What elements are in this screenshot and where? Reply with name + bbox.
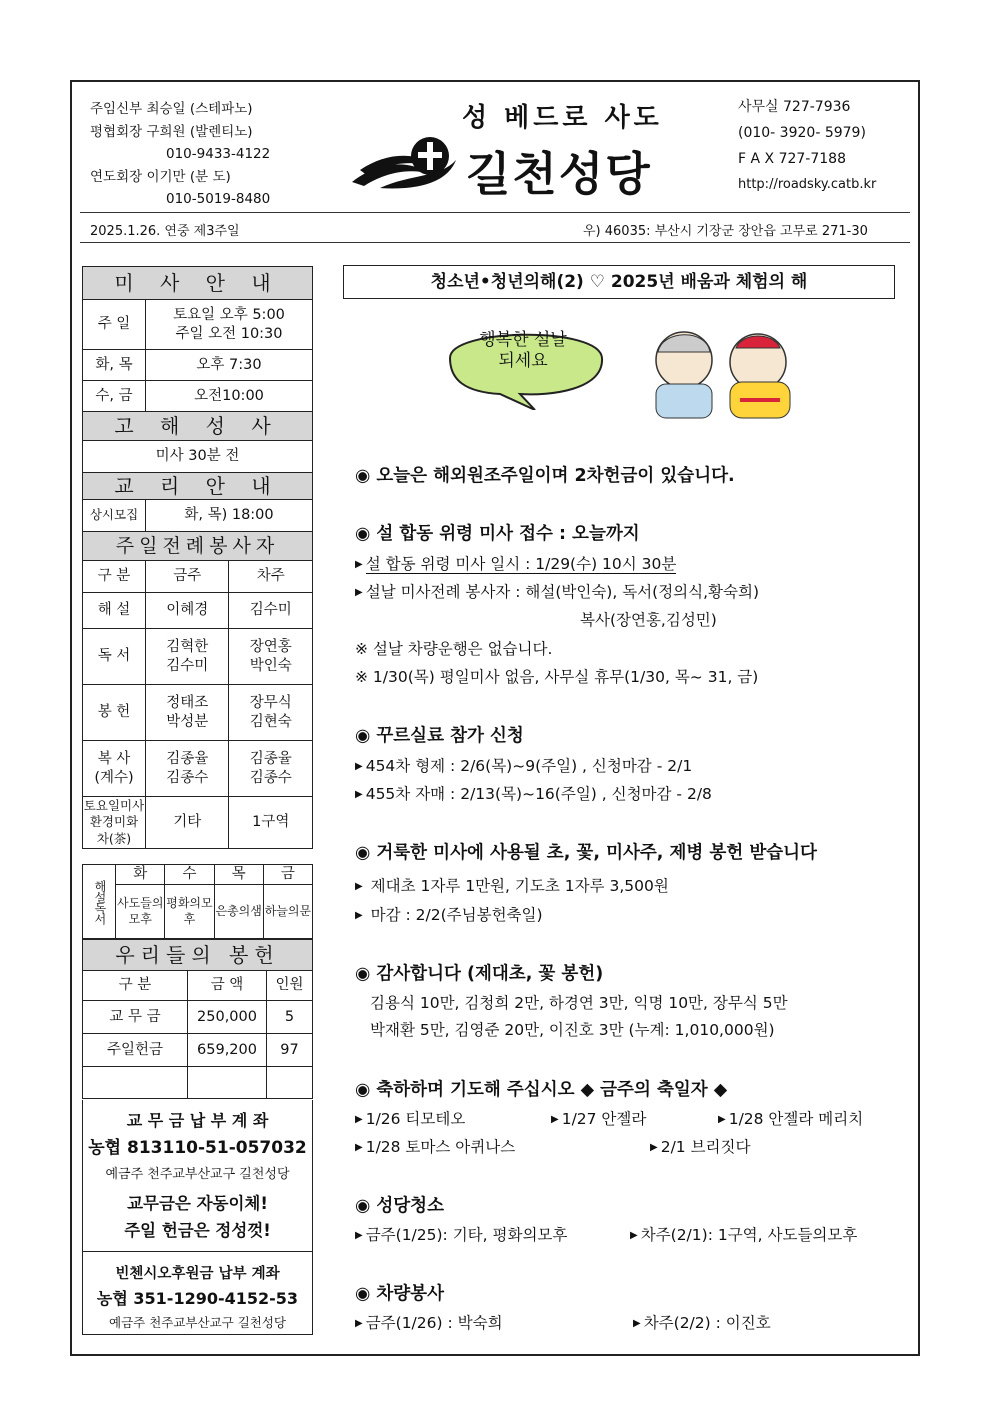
mass-day: 주 일 xyxy=(83,300,146,350)
offering-count: 97 xyxy=(267,1034,313,1067)
theme-banner: 청소년•청년의해(2) ♡ 2025년 배움과 체험의 해 xyxy=(343,265,895,299)
bank-note: 주일 헌금은 정성껏! xyxy=(124,1221,271,1240)
mass-time: 오전10:00 xyxy=(146,381,313,412)
sidebar-table xyxy=(82,266,313,849)
divider xyxy=(80,212,910,213)
notice-item-text: 454차 형제 : 2/6(목)~9(주일) , 신청마감 - 2/1 xyxy=(365,757,693,775)
offering-empty xyxy=(188,1067,267,1099)
parish-title: 길천성당 xyxy=(466,147,652,201)
office-mobile: (010- 3920- 5979) xyxy=(738,125,866,141)
notice-item: ▶ 설날 미사전례 봉사자 : 해설(박인숙), 독서(정의식,황숙희) xyxy=(355,583,760,601)
mass-day: 수, 금 xyxy=(83,381,146,412)
feast-item: ▶ 2/1 브리짓다 xyxy=(650,1138,751,1156)
feast-text: 2/1 브리짓다 xyxy=(660,1138,751,1156)
server-next: 김종율 김종수 xyxy=(229,741,313,797)
servers-header: 금주 xyxy=(146,561,229,593)
office-phone: 사무실 727-7936 xyxy=(738,99,851,115)
notice-note: ※ 설날 차량운행은 없습니다. xyxy=(355,640,553,658)
issue-date: 2025.1.26. 연중 제3주일 xyxy=(90,224,240,239)
server-next: 장연홍 박인숙 xyxy=(229,629,313,685)
server-this: 이혜경 xyxy=(146,593,229,629)
weekday-label: 해설독서 xyxy=(83,865,116,939)
header-office xyxy=(738,94,876,198)
notice-heading: ◉ 차량봉사 xyxy=(355,1284,444,1304)
notice-item: 복사(장연홍,김성민) xyxy=(580,611,717,629)
notice-item-text: 설날 미사전례 봉사자 : 해설(박인숙), 독서(정의식,황숙희) xyxy=(365,583,760,601)
bowing-children-icon xyxy=(632,322,810,422)
notice-heading: ◉ 설 합동 위령 미사 접수 : 오늘까지 xyxy=(355,524,640,544)
notice-item: ▶ 454차 형제 : 2/6(목)~9(주일) , 신청마감 - 2/1 xyxy=(355,757,693,775)
notice-heading: ◉ 성당청소 xyxy=(355,1196,444,1216)
header-contacts xyxy=(90,98,270,211)
mass-time-line: 토요일 오후 5:00 xyxy=(173,306,285,323)
notice-note: ※ 1/30(목) 평일미사 없음, 사무실 휴무(1/30, 목~ 31, 금) xyxy=(355,668,759,686)
bank-holder: 예금주 천주교부산교구 길천성당 xyxy=(105,1167,290,1182)
notice-item: ▶ 455차 자매 : 2/13(목)~16(주일) , 신청마감 - 2/8 xyxy=(355,785,712,803)
feast-text: 1/26 티모테오 xyxy=(365,1110,466,1128)
notice-item-text: 설 합동 위령 미사 일시 : 1/29(수) 10시 30분 xyxy=(365,555,677,573)
offering-title: 우리들의 봉헌 xyxy=(83,940,313,971)
feast-text: 1/27 안젤라 xyxy=(561,1110,647,1128)
bank2-holder: 예금주 천주교부산교구 길천성당 xyxy=(109,1315,286,1330)
offering-empty xyxy=(267,1067,313,1099)
mass-time xyxy=(146,300,313,350)
weekday-group: 하늘의문 xyxy=(263,885,312,939)
offering-name: 주일헌금 xyxy=(83,1034,188,1067)
server-next: 장무식 김현숙 xyxy=(229,685,313,741)
weekday-group: 사도들의모후 xyxy=(116,885,165,939)
feast-item: ▶ 1/26 티모테오 xyxy=(355,1110,466,1128)
cleaning-item: ▶ 금주(1/25): 기타, 평화의모후 xyxy=(355,1226,568,1244)
notice-item: ▶ 설 합동 위령 미사 일시 : 1/29(수) 10시 30분 xyxy=(355,555,677,573)
offering-name: 교 무 금 xyxy=(83,1001,188,1034)
bubble-text: 행복한 설날 되세요 xyxy=(479,330,567,371)
servers-header: 구 분 xyxy=(83,561,146,593)
cleaning-text: 차주(2/1): 1구역, 사도들의모후 xyxy=(640,1226,858,1244)
mass-time: 오후 7:30 xyxy=(146,350,313,381)
website-link[interactable]: http://roadsky.catb.kr xyxy=(738,177,877,192)
confession-title: 고 해 성 사 xyxy=(83,412,313,441)
donor-line: 김용식 10만, 김청희 2만, 하경연 3만, 익명 10만, 장무식 5만 xyxy=(370,994,788,1012)
bank-title: 교 무 금 납 부 계 좌 xyxy=(126,1111,269,1130)
mass-day: 화, 목 xyxy=(83,350,146,381)
header-line: 주임신부 최승일 (스테파노) xyxy=(90,101,253,117)
bank-note: 교무금은 자동이체! xyxy=(127,1194,268,1213)
catechism-title: 교 리 안 내 xyxy=(83,473,313,500)
feast-text: 1/28 토마스 아퀴나스 xyxy=(365,1138,516,1156)
parish-logo-icon xyxy=(350,130,460,192)
offering-empty xyxy=(83,1067,188,1099)
offering-count: 5 xyxy=(267,1001,313,1034)
cleaning-text: 금주(1/25): 기타, 평화의모후 xyxy=(365,1226,568,1244)
parish-subtitle: 성 베드로 사도 xyxy=(462,103,663,133)
weekday: 화 xyxy=(116,865,165,885)
server-this: 기타 xyxy=(146,797,229,849)
bank2-account: 농협 351-1290-4152-53 xyxy=(96,1289,299,1308)
server-role: 해 설 xyxy=(83,593,146,629)
notice-heading: ◉ 축하하며 기도해 주십시오 ◆ 금주의 축일자 ◆ xyxy=(355,1080,728,1100)
bank-box xyxy=(82,1100,313,1335)
server-role: 토요일미사 환경미화 차(茶) xyxy=(83,797,146,849)
driver-text: 금주(1/26) : 박숙희 xyxy=(365,1314,503,1332)
weekday: 수 xyxy=(165,865,214,885)
header-line: 010-5019-8480 xyxy=(166,191,271,207)
notice-item: ▶ 마감 : 2/2(주님봉헌축일) xyxy=(355,906,543,924)
address: 우) 46035: 부산시 기장군 장안읍 고무로 271-30 xyxy=(583,224,868,239)
notice-item-text: 455차 자매 : 2/13(목)~16(주일) , 신청마감 - 2/8 xyxy=(365,785,712,803)
driver-item: ▶ 차주(2/2) : 이진호 xyxy=(633,1314,771,1332)
donor-line: 박재환 5만, 김영준 20만, 이진호 3만 (누계: 1,010,000원) xyxy=(370,1021,775,1039)
server-this: 김종율 김종수 xyxy=(146,741,229,797)
weekday-grid xyxy=(82,864,313,939)
catechism-label: 상시모집 xyxy=(83,500,146,532)
weekday: 목 xyxy=(214,865,263,885)
servers-header: 차주 xyxy=(229,561,313,593)
server-role: 독 서 xyxy=(83,629,146,685)
mass-time-line: 주일 오전 10:30 xyxy=(175,325,283,342)
notice-heading: ◉ 거룩한 미사에 사용될 초, 꽃, 미사주, 제병 봉헌 받습니다 xyxy=(355,843,817,863)
feast-item: ▶ 1/27 안젤라 xyxy=(551,1110,647,1128)
driver-text: 차주(2/2) : 이진호 xyxy=(643,1314,771,1332)
catechism-value: 화, 목) 18:00 xyxy=(146,500,313,532)
notice-heading: ◉ 오늘은 해외원조주일이며 2차헌금이 있습니다. xyxy=(355,466,735,486)
driver-item: ▶ 금주(1/26) : 박숙희 xyxy=(355,1314,503,1332)
notice-item-text: 마감 : 2/2(주님봉헌축일) xyxy=(365,906,543,924)
servers-title: 주일전례봉사자 xyxy=(83,532,313,561)
notice-heading: ◉ 감사합니다 (제대초, 꽃 봉헌) xyxy=(355,964,604,984)
server-next: 김수미 xyxy=(229,593,313,629)
header-line: 연도회장 이기만 (분 도) xyxy=(90,168,231,185)
office-fax: F A X 727-7188 xyxy=(738,151,846,167)
server-this: 정태조 박성분 xyxy=(146,685,229,741)
confession-text: 미사 30분 전 xyxy=(83,441,313,473)
weekday-group: 평화의모후 xyxy=(165,885,214,939)
bank2-title: 빈첸시오후원금 납부 계좌 xyxy=(115,1266,280,1282)
feast-item: ▶ 1/28 토마스 아퀴나스 xyxy=(355,1138,516,1156)
notice-heading: ◉ 꾸르실료 참가 신청 xyxy=(355,726,524,746)
cleaning-item: ▶ 차주(2/1): 1구역, 사도들의모후 xyxy=(630,1226,858,1244)
offering-amount: 250,000 xyxy=(188,1001,267,1034)
feast-text: 1/28 안젤라 메리치 xyxy=(728,1110,864,1128)
header-line: 010-9433-4122 xyxy=(166,146,271,162)
offering-amount: 659,200 xyxy=(188,1034,267,1067)
offering-header: 구 분 xyxy=(83,971,188,1001)
bank-account: 농협 813110-51-057032 xyxy=(88,1138,307,1158)
server-next: 1구역 xyxy=(229,797,313,849)
header-line: 평협회장 구희원 (발렌티노) xyxy=(90,123,253,140)
server-this: 김혁한 김수미 xyxy=(146,629,229,685)
offering-header: 인원 xyxy=(267,971,313,1001)
offering-header: 금 액 xyxy=(188,971,267,1001)
notice-item-text: 제대초 1자루 1만원, 기도초 1자루 3,500원 xyxy=(365,877,669,895)
feast-item: ▶ 1/28 안젤라 메리치 xyxy=(718,1110,864,1128)
server-role: 봉 헌 xyxy=(83,685,146,741)
mass-title: 미 사 안 내 xyxy=(83,267,313,300)
weekday-group: 은총의샘 xyxy=(214,885,263,939)
notice-item: ▶ 제대초 1자루 1만원, 기도초 1자루 3,500원 xyxy=(355,877,669,895)
weekday: 금 xyxy=(263,865,312,885)
server-role: 복 사 (계수) xyxy=(83,741,146,797)
divider xyxy=(80,242,910,243)
offering-table xyxy=(82,939,313,1099)
